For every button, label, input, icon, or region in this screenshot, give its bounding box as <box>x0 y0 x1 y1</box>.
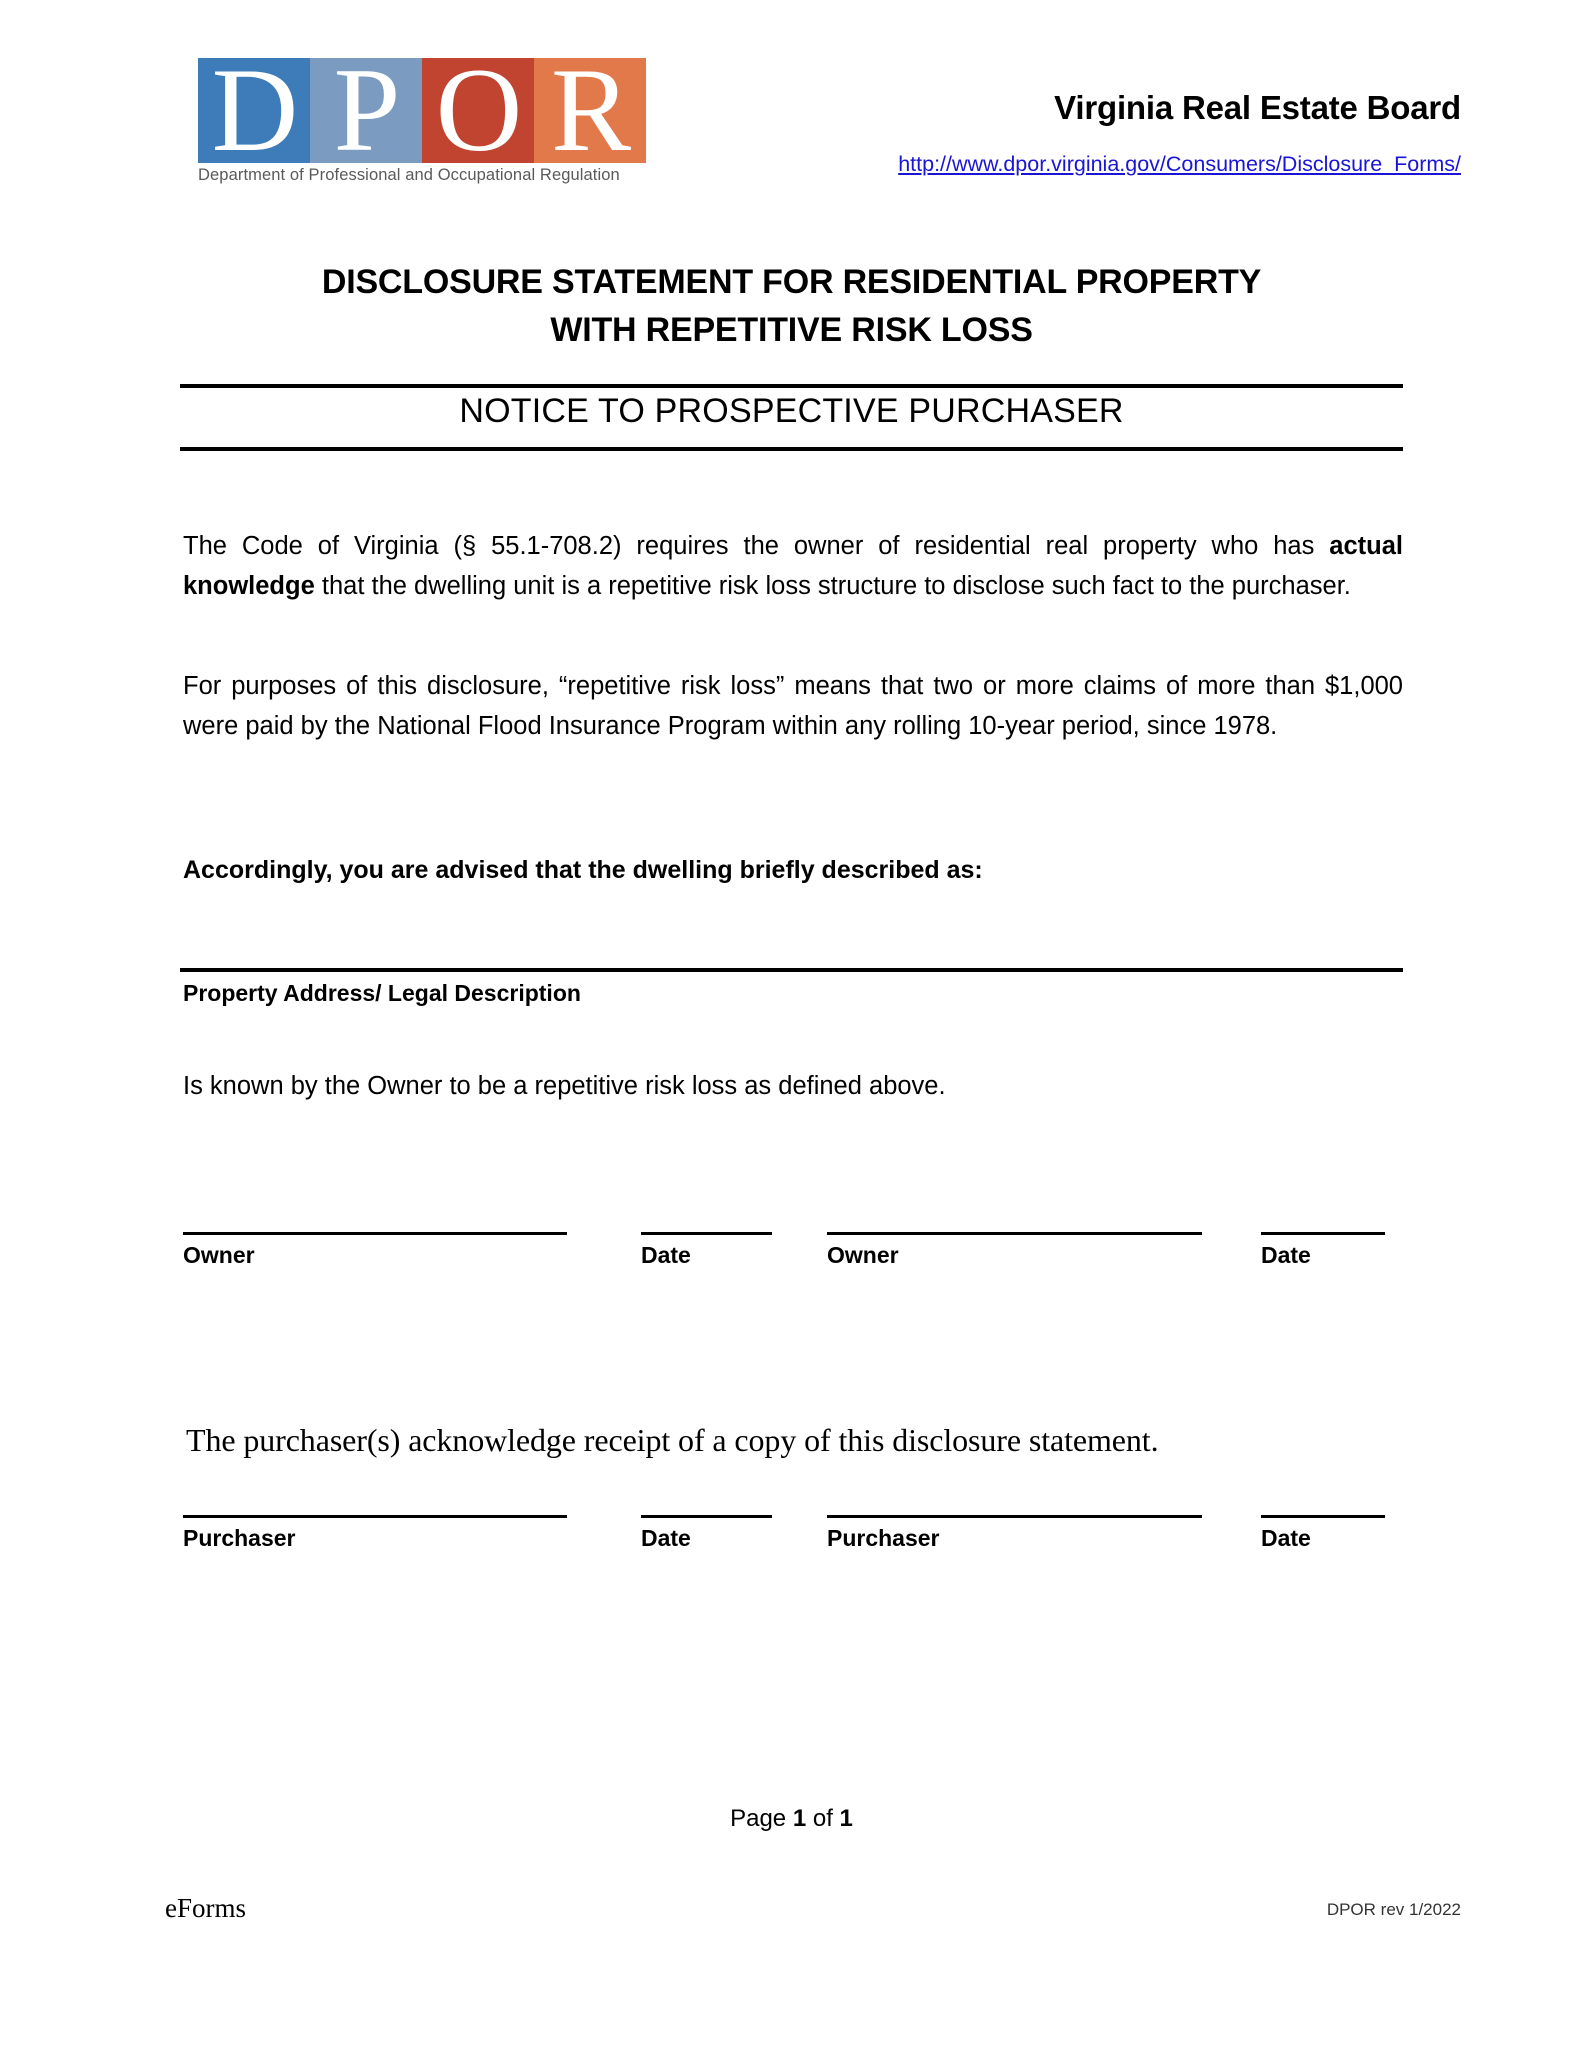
purchaser-2-signature-line[interactable] <box>827 1515 1202 1518</box>
logo-tagline: Department of Professional and Occupational Regulation <box>198 166 620 184</box>
logo-letter-d: D <box>211 58 297 163</box>
purchaser-2-date-label: Date <box>1261 1525 1311 1551</box>
logo-letter-p: P <box>333 58 399 163</box>
logo-letter-r-tile <box>534 58 646 163</box>
page-number-total: 1 <box>839 1805 853 1832</box>
notice-rule-bottom <box>180 447 1403 451</box>
dpor-logo-tiles <box>198 58 646 163</box>
paragraph-definition: For purposes of this disclosure, “repetitive risk loss” means that two or more claims of more than $1,000 were paid by the National Flood Insurance Program within any rolling 10-year period, since 1978. <box>183 671 1403 740</box>
property-address-label: Property Address/ Legal Description <box>183 980 581 1006</box>
paragraph-1-emphasis: actual knowledge <box>183 531 1403 600</box>
purchaser-signature-row <box>0 1515 1583 1575</box>
accordingly-statement: Accordingly, you are advised that the dwelling briefly described as: <box>183 856 983 884</box>
purchaser-2-date-line[interactable] <box>1261 1515 1385 1518</box>
owner-1-signature-line[interactable] <box>183 1232 567 1235</box>
owner-2-date-label: Date <box>1261 1242 1311 1268</box>
owner-2-signature-line[interactable] <box>827 1232 1202 1235</box>
purchaser-2-label: Purchaser <box>827 1525 940 1551</box>
page-number <box>0 1805 1583 1833</box>
notice-rule-top <box>180 384 1403 388</box>
eforms-brand: eForms <box>165 1893 246 1923</box>
logo-letter-o: O <box>435 58 521 163</box>
paragraph-1-text-a: The Code of Virginia (§ 55.1-708.2) requires the owner of residential real property who has <box>183 531 1330 560</box>
owner-2-label: Owner <box>827 1242 899 1268</box>
dpor-logo <box>198 58 646 185</box>
owner-1-date-line[interactable] <box>641 1232 772 1235</box>
page-number-current: 1 <box>792 1805 807 1832</box>
owner-1-label: Owner <box>183 1242 255 1268</box>
page-title-line-2: WITH REPETITIVE RISK LOSS <box>550 311 1033 349</box>
known-statement: Is known by the Owner to be a repetitive risk loss as defined above. <box>183 1072 946 1100</box>
purchaser-1-date-label: Date <box>641 1525 691 1551</box>
property-address-input-line[interactable] <box>180 968 1403 972</box>
owner-2-date-line[interactable] <box>1261 1232 1385 1235</box>
purchaser-1-date-line[interactable] <box>641 1515 772 1518</box>
page-number-prefix: Page <box>730 1805 793 1832</box>
disclosure-forms-link[interactable]: http://www.dpor.virginia.gov/Consumers/Disclosure_Forms/ <box>898 152 1461 176</box>
notice-heading: NOTICE TO PROSPECTIVE PURCHASER <box>459 392 1124 430</box>
logo-letter-o-tile <box>422 58 534 163</box>
page-title <box>0 258 1583 354</box>
page-title-line-1: DISCLOSURE STATEMENT FOR RESIDENTIAL PROPERTY <box>321 263 1262 301</box>
logo-letter-d-tile <box>198 58 310 163</box>
owner-1-date-label: Date <box>641 1242 691 1268</box>
document-header <box>0 0 1583 215</box>
revision-note: DPOR rev 1/2022 <box>1326 1900 1461 1919</box>
purchaser-1-label: Purchaser <box>183 1525 296 1551</box>
page-number-middle: of <box>806 1805 840 1832</box>
purchaser-acknowledgement: The purchaser(s) acknowledge receipt of a copy of this disclosure statement. <box>186 1422 1159 1458</box>
paragraph-code-of-virginia <box>183 526 1403 606</box>
purchaser-1-signature-line[interactable] <box>183 1515 567 1518</box>
board-name: Virginia Real Estate Board <box>1054 89 1461 126</box>
paragraph-1-text-b: that the dwelling unit is a repetitive risk loss structure to disclose such fact to the purchaser. <box>314 571 1351 600</box>
logo-letter-p-tile <box>310 58 422 163</box>
owner-signature-row <box>0 1232 1583 1292</box>
logo-letter-r: R <box>550 58 630 163</box>
